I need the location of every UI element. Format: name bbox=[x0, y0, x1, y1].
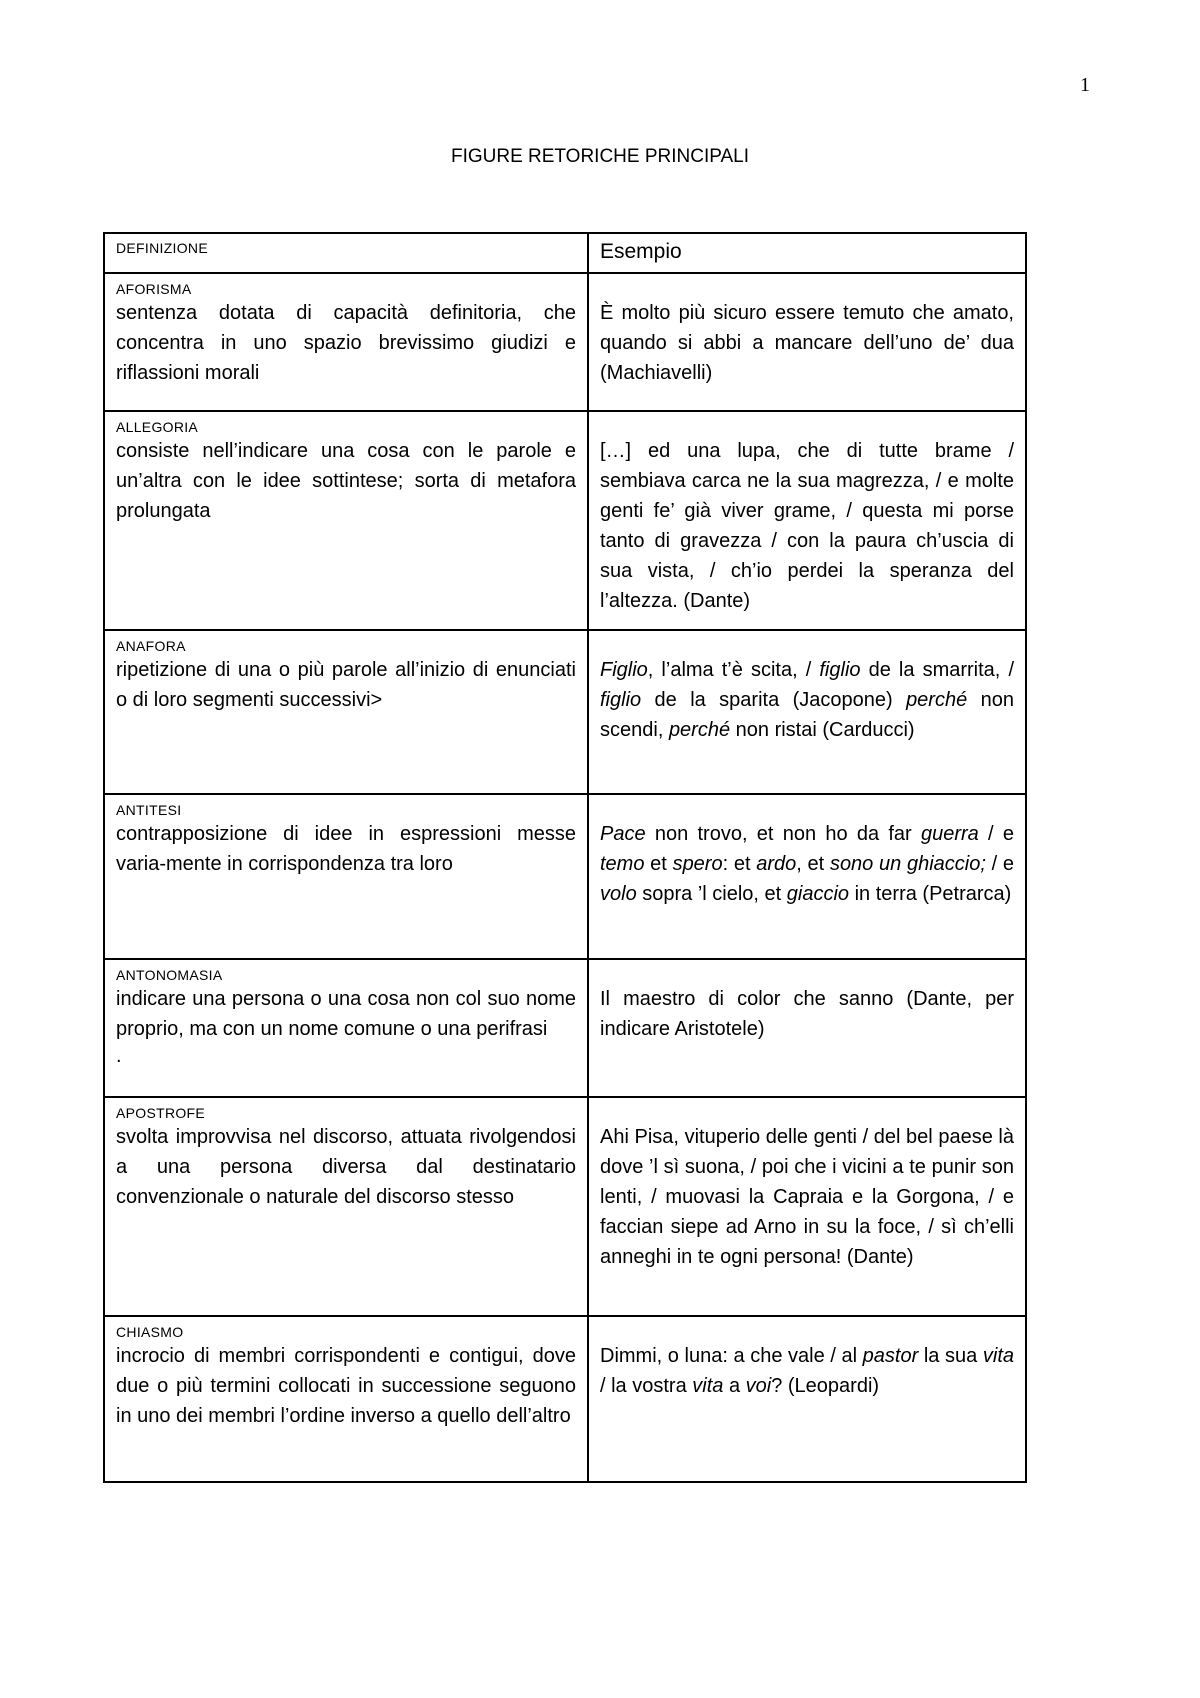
example-italic-text: volo bbox=[600, 883, 637, 905]
example-italic-text: guerra bbox=[920, 823, 979, 845]
definition-cell bbox=[104, 959, 588, 1097]
figure-term: ALLEGORIA bbox=[116, 419, 199, 435]
example-text: / e bbox=[978, 823, 1014, 845]
example-text: de la sparita (Jacopone) bbox=[641, 689, 907, 711]
example-text: la sua bbox=[918, 1345, 983, 1367]
header-example: Esempio bbox=[588, 233, 1026, 273]
example-italic-text: giaccio bbox=[786, 883, 850, 905]
figure-example bbox=[600, 1341, 1014, 1401]
example-cell bbox=[588, 959, 1026, 1097]
example-cell bbox=[588, 273, 1026, 411]
example-text: , l’alma t’è scita, / bbox=[647, 659, 820, 681]
example-text: / la vostra bbox=[600, 1375, 693, 1397]
table-row bbox=[104, 1316, 1026, 1482]
document-title: FIGURE RETORICHE PRINCIPALI bbox=[450, 146, 750, 167]
example-text: ? (Leopardi) bbox=[771, 1375, 880, 1397]
example-text: et bbox=[644, 853, 673, 875]
example-italic-text: Pace bbox=[600, 823, 646, 845]
table-row bbox=[104, 794, 1026, 959]
table-header-row bbox=[104, 233, 1026, 273]
example-italic-text: perché bbox=[668, 719, 731, 741]
figure-example bbox=[600, 819, 1014, 909]
example-text: […] ed una lupa, che di tutte brame / sembiava carca ne la sua magrezza, / e molte genti fe’ già viver grame, / questa mi porse tanto di gravezza / con la paura ch’uscia di sua vista, / ch’io perdei la speranza del l’altezza. (Dante) bbox=[600, 440, 1014, 612]
figure-definition: svolta improvvisa nel discorso, attuata rivolgendosi a una persona diversa dal destinatario convenzionale o naturale del discorso stesso bbox=[116, 1126, 576, 1208]
table-row bbox=[104, 273, 1026, 411]
table-row bbox=[104, 411, 1026, 630]
table-row bbox=[104, 630, 1026, 794]
example-text: de la smarrita, / bbox=[860, 659, 1014, 681]
figure-term: APOSTROFE bbox=[116, 1105, 206, 1121]
example-text: Il maestro di color che sanno (Dante, per indicare Aristotele) bbox=[600, 988, 1014, 1040]
example-text: / e bbox=[985, 853, 1014, 875]
table-row bbox=[104, 1097, 1026, 1316]
example-italic-text: Figlio bbox=[600, 659, 648, 681]
example-text: sopra ’l cielo, et bbox=[636, 883, 787, 905]
example-italic-text: figlio bbox=[600, 689, 642, 711]
example-italic-text: vita bbox=[692, 1375, 724, 1397]
example-text: Dimmi, o luna: a che vale / al bbox=[600, 1345, 863, 1367]
figure-definition: contrapposizione di idee in espressioni messe varia-mente in corrispondenza tra loro bbox=[116, 823, 576, 875]
header-definition: DEFINIZIONE bbox=[104, 233, 588, 273]
example-cell bbox=[588, 411, 1026, 630]
example-text: non trovo, et non ho da far bbox=[645, 823, 921, 845]
example-italic-text: voi bbox=[745, 1375, 772, 1397]
definition-cell bbox=[104, 411, 588, 630]
figure-example bbox=[600, 298, 1014, 388]
figure-definition: consiste nell’indicare una cosa con le parole e un’altra con le idee sottintese; sorta di metafora prolungata bbox=[116, 440, 576, 522]
example-text: Ahi Pisa, vituperio delle genti / del bel paese là dove ’l sì suona, / poi che i vicini a te punir son lenti, / muovasi la Capraia e la Gorgona, / e faccian siepe ad Arno in su la foce, / sì ch’elli anneghi in te ogni persona! (Dante) bbox=[600, 1126, 1014, 1268]
rhetorical-figures-table bbox=[103, 232, 1027, 1483]
example-text: , et bbox=[796, 853, 830, 875]
definition-cell bbox=[104, 273, 588, 411]
example-italic-text: ardo bbox=[756, 853, 797, 875]
figure-definition: ripetizione di una o più parole all’inizio di enunciati o di loro segmenti successivi> bbox=[116, 659, 576, 711]
figure-definition: incrocio di membri corrispondenti e contigui, dove due o più termini collocati in successione seguono in uno dei membri l’ordine inverso a quello dell’altro bbox=[116, 1345, 576, 1427]
figure-example bbox=[600, 1122, 1014, 1272]
example-italic-text: spero bbox=[672, 853, 723, 875]
figure-example bbox=[600, 984, 1014, 1044]
figure-definition: sentenza dotata di capacità definitoria, che concentra in uno spazio brevissimo giudizi e riflassioni morali bbox=[116, 302, 576, 384]
trailing-mark: . bbox=[116, 1045, 122, 1067]
example-italic-text: sono un ghiaccio; bbox=[829, 853, 986, 875]
table-row bbox=[104, 959, 1026, 1097]
definition-cell bbox=[104, 1316, 588, 1482]
figure-term: AFORISMA bbox=[116, 281, 192, 297]
example-italic-text: perché bbox=[906, 689, 968, 711]
example-italic-text: vita bbox=[982, 1345, 1014, 1367]
example-cell bbox=[588, 1316, 1026, 1482]
example-text: in terra (Petrarca) bbox=[849, 883, 1012, 905]
example-text: non scendi, bbox=[600, 689, 1014, 741]
definition-cell bbox=[104, 794, 588, 959]
example-cell bbox=[588, 794, 1026, 959]
figure-example bbox=[600, 655, 1014, 745]
example-text: a bbox=[723, 1375, 746, 1397]
figure-term: CHIASMO bbox=[116, 1324, 184, 1340]
figure-term: ANAFORA bbox=[116, 638, 186, 654]
example-text: È molto più sicuro essere temuto che amato, quando si abbi a mancare dell’uno de’ dua (Machiavelli) bbox=[600, 302, 1014, 384]
example-cell bbox=[588, 1097, 1026, 1316]
example-text: non ristai (Carducci) bbox=[730, 719, 915, 741]
definition-cell bbox=[104, 630, 588, 794]
example-text: : et bbox=[722, 853, 757, 875]
example-cell bbox=[588, 630, 1026, 794]
figure-definition: indicare una persona o una cosa non col suo nome proprio, ma con un nome comune o una perifrasi bbox=[116, 988, 576, 1040]
figure-term: ANTONOMASIA bbox=[116, 967, 223, 983]
definition-cell bbox=[104, 1097, 588, 1316]
figure-example bbox=[600, 436, 1014, 616]
example-italic-text: temo bbox=[600, 853, 645, 875]
example-italic-text: pastor bbox=[862, 1345, 919, 1367]
page-number: 1 bbox=[1080, 74, 1090, 96]
figure-term: ANTITESI bbox=[116, 802, 182, 818]
example-italic-text: figlio bbox=[819, 659, 861, 681]
